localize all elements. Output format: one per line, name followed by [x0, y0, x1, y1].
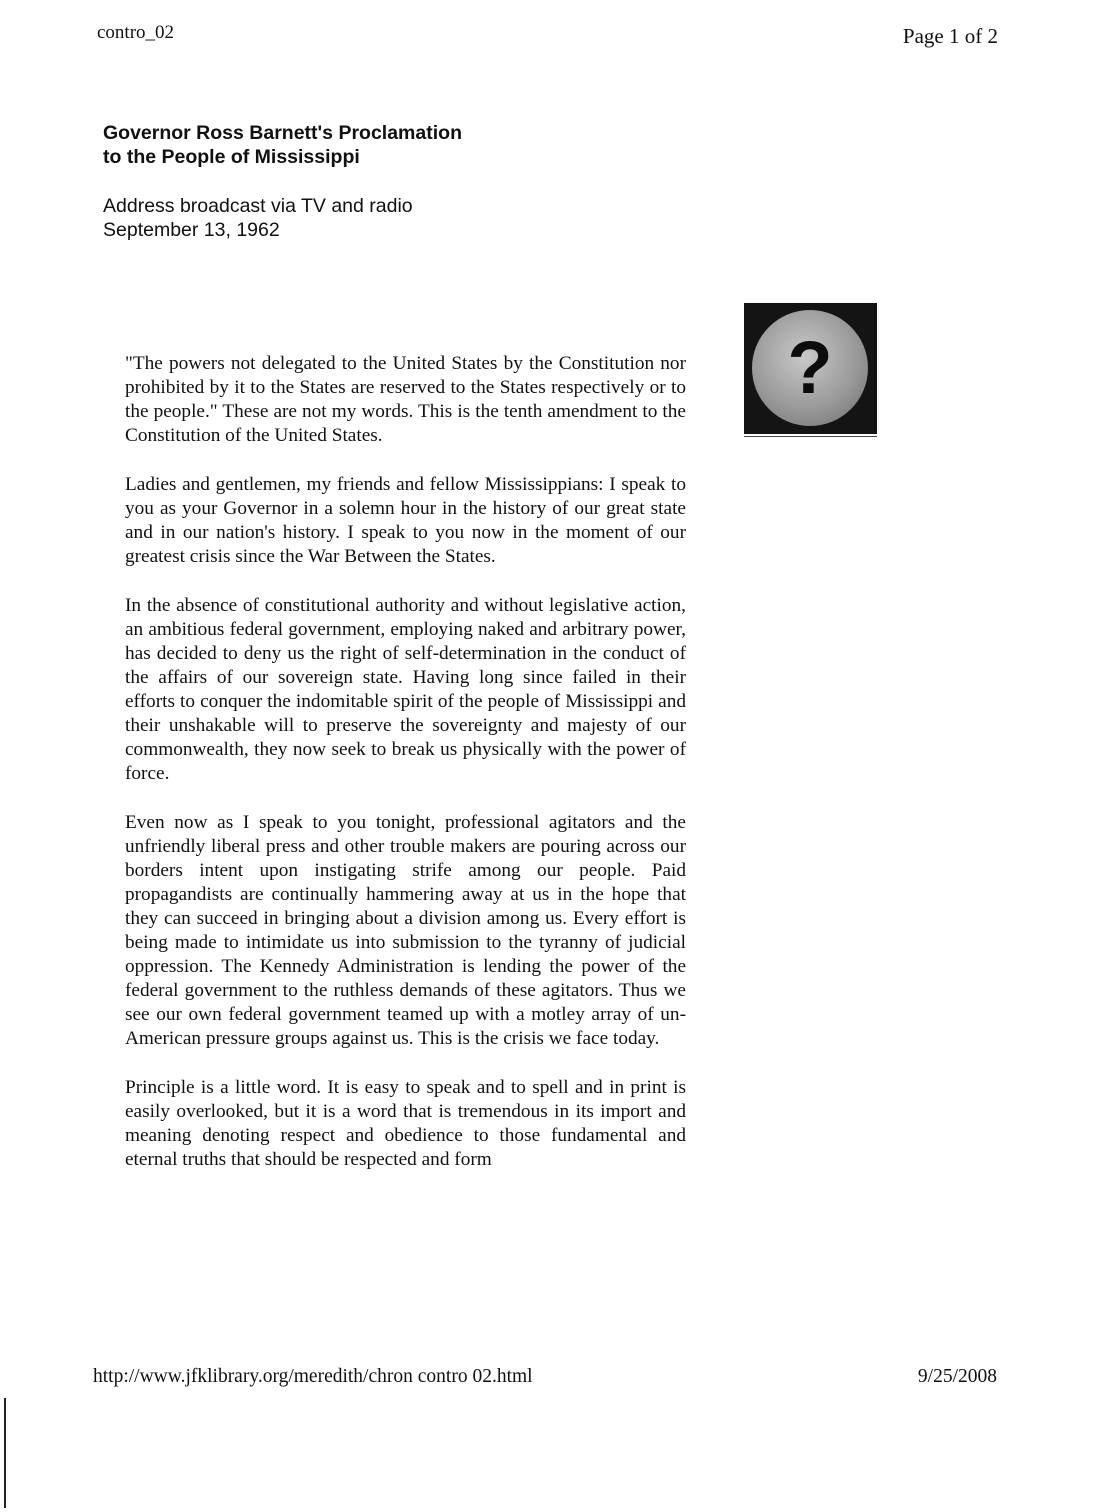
subtitle-line-1: Address broadcast via TV and radio [103, 195, 413, 217]
subtitle-line-2: September 13, 1962 [103, 219, 280, 241]
paragraph: Ladies and gentlemen, my friends and fellow Mississippians: I speak to you as your Governor in a solemn hour in the history of our great state and in our nation's history. I speak to you now in the moment of our greatest crisis since the War Between the States. [125, 474, 686, 567]
paragraph: Principle is a little word. It is easy to speak and to spell and in print is easily overlooked, but it is a word that is tremendous in its import and meaning denoting respect and obedience to those fundamental and eternal truths that should be respected and form [125, 1077, 686, 1170]
footer-date: 9/25/2008 [917, 1366, 997, 1387]
page-header-filename: contro_02 [97, 22, 175, 43]
question-mark-glyph: ? [787, 326, 833, 409]
question-mark-icon [744, 303, 877, 434]
scan-edge-mark [4, 1398, 6, 1508]
title-line-2: to the People of Mississippi [103, 146, 360, 168]
document-title [103, 121, 462, 169]
document-subtitle [103, 194, 413, 242]
icon-circle [752, 310, 868, 426]
icon-underline [744, 436, 877, 437]
page-number: Page 1 of 2 [902, 24, 998, 48]
title-line-1: Governor Ross Barnett's Proclamation [103, 122, 462, 144]
footer-url: http://www.jfklibrary.org/meredith/chron contro 02.html [93, 1366, 533, 1387]
paragraph: Even now as I speak to you tonight, professional agitators and the unfriendly liberal press and other trouble makers are pouring across our borders intent upon instigating strife among our people. Paid propagandists are continually hammering away at us in the hope that they can succeed in bringing about a division among us. Every effort is being made to intimidate us into submission to the tyranny of judicial oppression. The Kennedy Administration is lending the power of the federal government to the ruthless demands of these agitators. Thus we see our own federal government teamed up with a motley array of un-American pressure groups against us. This is the crisis we face today. [125, 812, 686, 1049]
paragraph: In the absence of constitutional authority and without legislative action, an ambitious federal government, employing naked and arbitrary power, has decided to deny us the right of self-determination in the conduct of the affairs of our sovereign state. Having long since failed in their efforts to conquer the indomitable spirit of the people of Mississippi and their unshakable will to preserve the sovereignty and majesty of our commonwealth, they now seek to break us physically with the power of force. [125, 595, 686, 784]
proclamation-body [125, 352, 686, 1197]
paragraph: "The powers not delegated to the United States by the Constitution nor prohibited by it to the States are reserved to the States respectively or to the people." These are not my words. This is the tenth amendment to the Constitution of the United States. [125, 353, 686, 446]
